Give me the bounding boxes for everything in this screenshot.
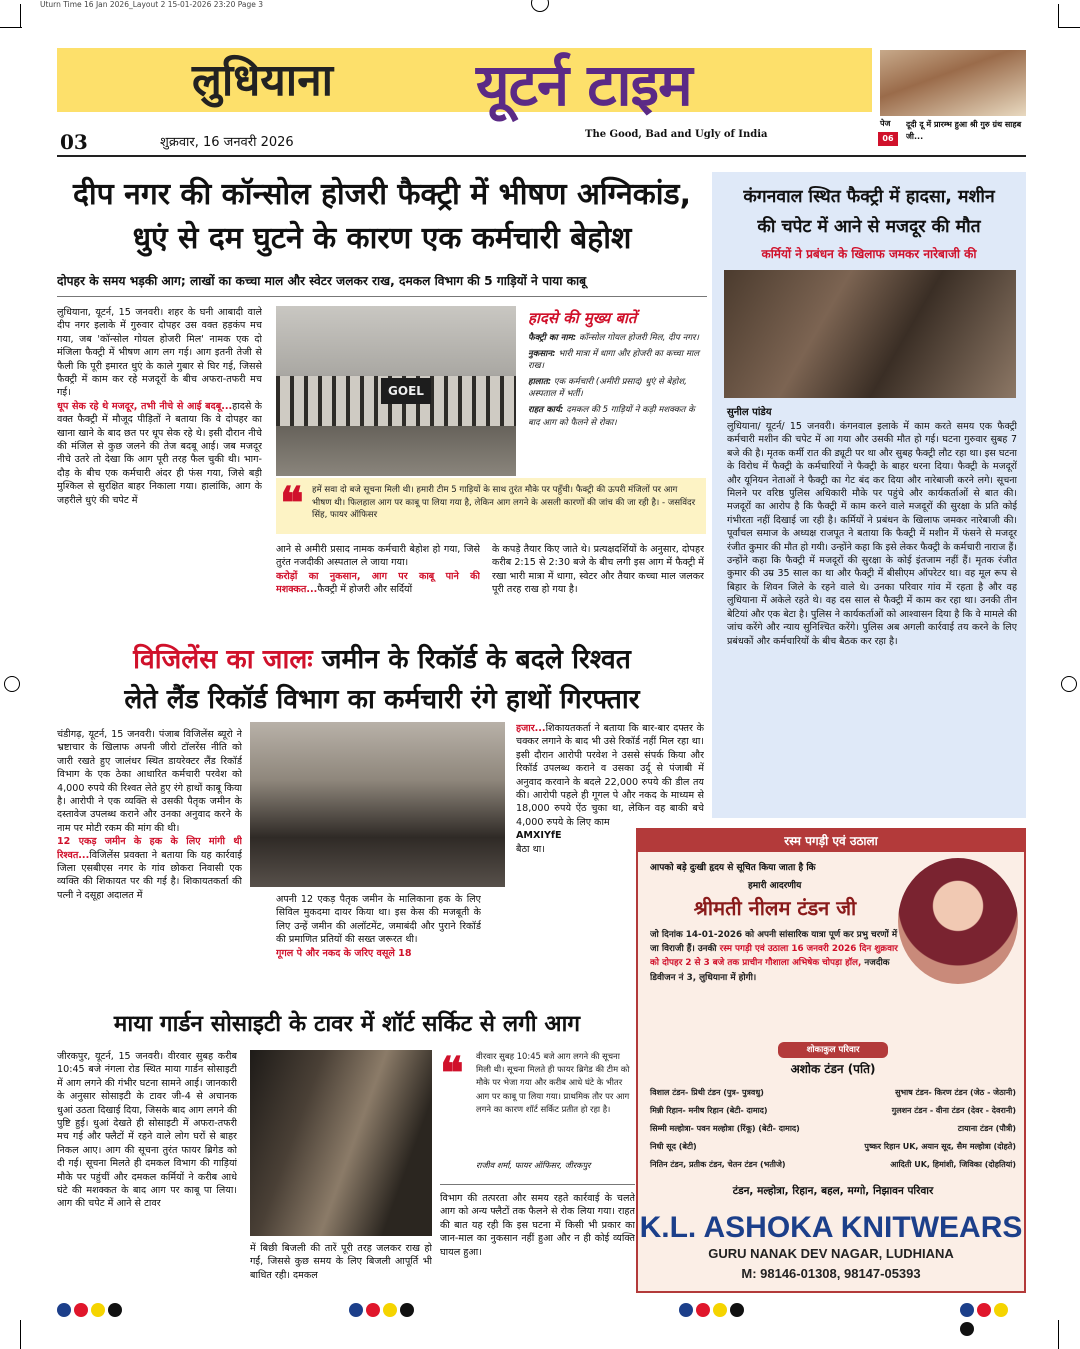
facts-title: हादसे की मुख्य बातें [528,309,637,327]
quote-mark-icon: ❝ [280,478,304,529]
obituary-address: GURU NANAK DEV NAGAR, LUDHIANA [708,1246,954,1261]
obituary-intro-1: आपको बड़े दुःखी हृदय से सूचित किया जाता है कि [650,863,816,873]
teaser-photo[interactable] [880,50,1026,116]
obituary-family-line: टंडन, मल्होत्रा, रिहान, बहल, मग्गो, निझावन परिवार [732,1185,934,1197]
obituary-ad[interactable] [636,828,1026,1293]
print-slug: Uturn Time 16 Jan 2026_Layout 2 15-01-2026 23:20 Page 3 [40,0,264,9]
factory-sign: GOEL [381,378,431,404]
protest-photo[interactable] [724,270,1016,398]
vigilance-headline-black: जमीन के रिकॉर्ड के बदले रिश्वत [321,644,631,675]
obituary-body: जो दिनांक 14-01-2026 को अपनी सांसारिक यात्रा पूर्ण कर प्रभु चरणों में जा विराजी हैं। उनकी रस्म पगड़ी एवं उठाला 16 जनवरी 2026 दिन शुक्रवार को दोपहर 2 से 3 बजे तक प्राचीन गौशाला अभिषेक चोपड़ा हॉल, नजदीक डिवीजन नं 3, लुधियाना में होगी। [650,930,898,983]
color-dots [960,1302,1026,1340]
main-col3: के कपड़े तैयार किए जाते थे। प्रत्यक्षदर्शियों के अनुसार, दोपहर करीब 2:15 से 2:30 बजे के बीच लगी इस आग में फैक्ट्री में रखा भारी मात्रा में धागा, स्वेटर और तैयार कच्चा माल जलकर पूरी तरह राख हो गया है। [492,544,704,596]
issue-date: शुक्रवार, 16 जनवरी 2026 [160,135,294,150]
vigilance-col1-para-2: विजिलेंस प्रवक्ता ने बताया कि यह कार्रवाई जिला एसबीएस नगर के गांव छोकरा निवासी एक व्यक्ति की शिकायत पर की गई है। शिकायतकर्ता की पत्नी ने दसूहा अदालत में [57,849,242,901]
vigilance-col3-code: AMXIYfE [516,830,562,842]
facts-box [528,308,704,478]
obituary-company: K.L. ASHOKA KNITWEARS [639,1211,1023,1244]
main-col1 [57,306,262,626]
obituary-phone[interactable]: M: 98146-01308, 98147-05393 [741,1266,921,1281]
fire-col2: में बिछी बिजली की तारें पूरी तरह जलकर राख हो गईं, जिससे कुछ समय के लिए बिजली आपूर्ति भी बाधित रही। दमकल [250,1243,432,1281]
registration-mark [4,676,20,692]
side-subhead: कर्मियों ने प्रबंधन के खिलाफ जमकर नारेबाजी की [761,247,977,261]
family-row: विशाल टंडन- प्रिथी टंडन (पुत्र- पुत्रवधु) सुभाष टंडन- किरण टंडन (जेठ - जेठानी) [650,1088,1016,1097]
vigilance-col3-para-2: बैठा था। [516,843,545,855]
main-subhead-rule [57,296,707,297]
registration-mark [531,0,549,12]
fire-col-rule [440,1184,635,1185]
fact-item: नुकसान: भारी मात्रा में धागा और होजरी का कच्चा माल राख। [528,348,700,372]
vigilance-col2-subhead: गूगल पे और नकद के जरिए वसूले 18 [276,947,412,959]
obituary-name: श्रीमती नीलम टंडन जी [693,896,857,920]
main-col1-subhead: धूप सेक रहे थे मजदूर, तभी नीचे से आई बदबू... [57,400,233,412]
quote-mark-icon: ❝ [440,1048,464,1099]
obituary-family-list [650,1084,1016,1200]
main-headline-line-2[interactable]: धुएं से दम घुटने के कारण एक कर्मचारी बेहोश [132,221,632,256]
vigilance-col2 [276,893,481,989]
color-dots [349,1302,417,1321]
family-row: मिन्नी रिहान- मनीष रिहान (बेटी- दामाद) गुलशन टंडन - वीना टंडन (देवर - देवरानी) [650,1106,1016,1115]
color-bar [57,1302,1026,1320]
vigilance-col1-subhead: 12 एकड़ जमीन के हक के लिए मांगी थी रिश्वत... [57,836,242,861]
fire-photo[interactable] [250,1050,432,1236]
vigilance-col2-para-1: अपनी 12 एकड़ पैतृक जमीन के मालिकाना हक के लिए सिविल मुकदमा दायर किया था। इस केस की मजबूती के लिए उन्हें जमीन की अलॉटमेंट, जमाबंदी और पुराने रिकॉर्ड की प्रमाणित प्रतियों की सख्त जरूरत थी। [276,894,481,946]
vigilance-headline-red: विजिलेंस का जालः [133,644,313,675]
main-subhead: दोपहर के समय भड़की आग; लाखों का कच्चा माल और स्वेटर जलकर राख, दमकल विभाग की 5 गाड़ियों ने पाया काबू [57,274,587,288]
main-col1-para-2: हादसे के वक्त फैक्ट्री में मौजूद पीड़ितों ने बताया कि वे दोपहर का खाना खाने के बाद छत पर धूप सेक रहे थे। इसी दौरान नीचे की मंजिल से कुछ जलने की तेज बदबू आई। जब मजदूर नीचे उतरे तो देखा कि आग पूरी तरह फैल चुकी थी। भाग-दौड़ के बीच एक कर्मचारी अंदर ही फंस गया, जिसे बड़ी मुश्किल से सुरक्षित बाहर निकाला गया। हालांकि, आग के जहरीले धुएं की चपेट में [57,400,262,506]
page-number: 03 [60,130,88,154]
side-body: लुधियाना/ यूटर्न/ 15 जनवरी। कंगनवाल इलाके में काम करते समय एक फैक्ट्री कर्मचारी मशीन की चपेट में आ गया और उसकी मौत हो गई। घटना गुरुवार सुबह 7 बजे की है। मृतक कर्मी रात की ड्यूटी पर था और सुबह फैक्ट्री लौट रहा था। इस घटना के विरोध में फैक्ट्री के कर्मचारियों ने फैक्ट्री के बाहर धरना दिया। फैक्ट्री के मजदूरों और यूनियन नेताओं ने फैक्ट्री का गेट बंद कर दिया और नारेबाजी करने लगे। सूचना मिलने पर वरिष्ठ पुलिस अधिकारी मौके पर पहुंचे और कार्यकर्ताओं से बात की। मजदूरों का आरोप है कि फैक्ट्री में काम करने वाले मजदूरों की सुरक्षा के प्रति कोई गंभीरता नहीं दिखाई जा रही है। कर्मियों ने प्रबंधन के खिलाफ जमकर नारेबाजी की। पूर्वांचल समाज के अध्यक्ष राजपूत ने बताया कि फैक्ट्री में मशीन में फंसने से मजदूर रंजीत कुमार की मौत हो गयी। उन्होंने कहा कि इसे लेकर फैक्ट्री के कर्मचारी नाराज हैं। उन्होंने कहा कि फैक्ट्री में मजदूरों की सुरक्षा के कोई इंतजाम नहीं हैं। मृतक रंजीत कुमार की उम्र 35 साल का था और फैक्ट्री में बीसीएम ऑपरेटर था। वह मूल रूप से बिहार के शिवन जिले के रहने वाले थे। उनका परिवार गांव में रहता है और वह लुधियाना में अकेले रहते थे। वह दस साल से फैक्ट्री में काम कर रहा था। उनकी तीन बेटियां और एक बेटा है। पुलिस ने कार्यकर्ताओं को आश्वासन दिया है कि वे मामले की जांच करेंगे और न्याय सुनिश्चित करेंगे। पुलिस अब अगली कार्रवाई तय करने के लिए प्रबंधकों और कर्मचारियों के बीच बैठक कर रहा है। [727,421,1017,647]
main-col2 [276,543,480,627]
color-dots [57,1302,125,1321]
teaser-page-number: 06 [878,132,898,146]
masthead-city: लुधियाना [191,55,334,106]
main-col1-para-1: लुधियाना, यूटर्न, 15 जनवरी। शहर के घनी आबादी वाले दीप नगर इलाके में गुरुवार दोपहर उस वक्त हड़कंप मच गया, जब 'कॉन्सोल गोयल होजरी मिल' नामक एक दो मंजिला फैक्ट्री में भीषण आग लग गई। आग इतनी तेजी से फैली कि पूरी इमारत धुएं के काले गुबार से घिर गई, जिससे फैक्ट्री में काम कर रहे मजदूरों के बीच अफरा-तफरी मच गई। [57,307,262,399]
main-col2-para-2: फैक्ट्री में होजरी और सर्दियों [317,584,413,596]
factory-photo[interactable] [276,306,516,476]
side-headline-line-1[interactable]: कंगनवाल स्थित फैक्ट्री में हादसा, मशीन [743,187,995,207]
main-col2-para-1: आने से अमीरी प्रसाद नामक कर्मचारी बेहोश हो गया, जिसे तुरंत नजदीकी अस्पताल ले जाया गया। [276,544,480,569]
fire-quote-attribution: राजीव शर्मा, फायर ऑफिसर, जीरकपुर [476,1160,591,1170]
family-row: निधी सूद (बेटी) पुष्कर रिहान UK, अयान सूद, सैम मल्होत्रा (दोहते) [650,1142,1016,1151]
color-dots [679,1302,747,1321]
vigilance-headline-line-1[interactable] [57,640,707,680]
vigilance-col1 [57,728,242,988]
masthead-rule [57,155,1026,157]
fire-quote-box [440,1050,635,1182]
family-row: सिम्मी मल्होत्रा- पवन मल्होत्रा (रिंकू) (बेटी- दामाद) टायाना टंडन (पौत्री) [650,1124,1016,1133]
registration-mark [1061,676,1077,692]
obituary-family-label: शोकाकुल परिवार [778,1042,888,1058]
teaser-page-label: पेज [880,119,891,128]
fire-headline[interactable]: माया गार्डन सोसाइटी के टावर में शॉर्ट सर्किट से लगी आग [113,1011,581,1037]
vigilance-col3-subhead: हजार... [516,723,546,734]
crop-mark [20,1320,21,1349]
main-quote-text: हमें सवा दो बजे सूचना मिली थी। हमारी टीम 5 गाड़ियों के साथ तुरंत मौके पर पहुँची। फैक्ट्री की ऊपरी मंजिलों पर आग भीषण थी। फिलहाल आग पर काबू पा लिया गया है, लेकिन आग लगने के असली कारणों की जांच की जा रही है। - जसविंदर सिंह, फायर ऑफिसर [312,485,696,521]
side-headline-line-2[interactable]: की चपेट में आने से मजदूर की मौत [757,217,981,237]
fact-item: हालात: एक कर्मचारी (अमीरी प्रसाद) धुएं से बेहोश, अस्पताल में भर्ती। [528,376,687,400]
crop-mark [1058,1320,1059,1349]
vigilance-col3-para-1: शिकायतकर्ता ने बताया कि बार-बार दफ्तर के चक्कर लगाने के बाद भी उसे रिकॉर्ड नहीं मिल रहा था। इसी दौरान आरोपी परवेश ने उससे संपर्क किया और रिकॉर्ड उपलब्ध कराने व उसका उर्दू से पंजाबी में अनुवाद करवाने के बदले 22,000 रुपये की डील तय की। आरोपी पहले ही गूगल पे और नकद के माध्यम से 18,000 रुपये ऐंठ चुका था, लेकिन वह बाकी बचे 4,000 रुपये के लिए काम [516,723,704,828]
main-col2-subhead: करोड़ों का नुकसान, आग पर काबू पाने की मशक्कत... [276,570,480,596]
crop-mark [0,27,22,28]
fire-col1: जीरकपुर, यूटर्न, 15 जनवरी। वीरवार सुबह करीब 10:45 बजे नंगला रोड स्थित माया गार्डन सोसाइटी में आग लगने की गंभीर घटना सामने आई। जानकारी के अनुसार सोसाइटी के टावर जी-4 से अचानक धुआं उठता दिखाई दिया, जिसके बाद आग लगने की पुष्टि हुई। धुआं देखते ही सोसाइटी में अफरा-तफरी मच गई और फ्लैटों में रहने वाले लोग घरों से बाहर निकल आए। आग की सूचना तुरंत फायर ब्रिगेड को दी गई। सूचना मिलते ही दमकल विभाग की गाड़ियां मौके पर पहुंचीं और दमकल कर्मियों ने करीब आधे घंटे की मशक्कत के बाद आग पर काबू पा लिया। आग की चपेट में आने से टावर [57,1051,237,1210]
fact-item: राहत कार्य: दमकल की 5 गाड़ियों ने कड़ी मशक्कत के बाद आग को फैलने से रोका। [528,404,695,428]
vigilance-photo[interactable] [250,722,505,887]
side-byline: सुनील पांडेय [727,407,772,418]
obituary-family-head: अशोक टंडन (पति) [790,1062,876,1076]
vigilance-headline-line-2[interactable]: लेते लैंड रिकॉर्ड विभाग का कर्मचारी रंगे हाथों गिरफ्तार [124,684,640,715]
family-row: नितिन टंडन, प्रतीक टंडन, चेतन टंडन (भतीजे) आदिती UK, हिमांशी, जिविका (दोहतियां) [650,1160,1016,1169]
crop-mark [20,4,21,28]
main-quote-box [276,478,706,534]
fire-quote-text: वीरवार सुबह 10:45 बजे आग लगने की सूचना मिली थी। सूचना मिलते ही फायर ब्रिगेड की टीम को मौके पर भेजा गया और करीब आधे घंटे के भीतर आग पर काबू पा लिया गया। प्राथमिक तौर पर आग लगने का कारण शॉर्ट सर्किट प्रतीत हो रहा है। [476,1051,630,1114]
main-headline-line-1[interactable]: दीप नगर की कॉन्सोल होजरी फैक्ट्री में भीषण अग्निकांड, [72,177,691,212]
obituary-banner: रस्म पगड़ी एवं उठाला [638,830,1024,852]
crop-mark [1058,27,1080,28]
crop-mark [1058,4,1059,28]
vigilance-col1-para-1: चंडीगढ़, यूटर्न, 15 जनवरी। पंजाब विजिलेंस ब्यूरो ने भ्रष्टाचार के खिलाफ अपनी जीरो टॉलरेंस नीति को जारी रखते हुए जालंधर स्थित डायरेक्टर लैंड रिकॉर्ड विभाग के एक ठेका आधारित कर्मचारी परवेश को 4,000 रुपये की रिश्वत लेते हुए रंगे हाथों काबू किया है। आरोपी ने एक व्यक्ति से उसकी पैतृक जमीन के दस्तावेज उपलब्ध कराने और उनका अनुवाद करने के नाम पर मोटी रकम की मांग की थी। [57,729,242,834]
teaser-headline[interactable]: दूदी दू में प्रारम्भ हुआ श्री गुरु ग्रंथ साहब जी... [906,120,1022,141]
masthead-tagline: The Good, Bad and Ugly of India [585,129,768,140]
obituary-intro-2: हमारी आदरणीय [748,881,802,891]
masthead-logo: यूटर्न टाइम [476,51,692,119]
fact-item: फैक्ट्री का नाम: कॉन्सोल गोयल होजरी मिल, दीप नगर। [528,333,699,343]
obituary-portrait [898,858,1018,984]
fire-col3: विभाग की तत्परता और समय रहते कार्रवाई के चलते आग को अन्य फ्लैटों तक फैलने से रोक लिया गया। राहत की बात यह रही कि इस घटना में किसी भी प्रकार का जान-माल का नुकसान नहीं हुआ और न ही कोई व्यक्ति घायल हुआ। [440,1193,635,1258]
